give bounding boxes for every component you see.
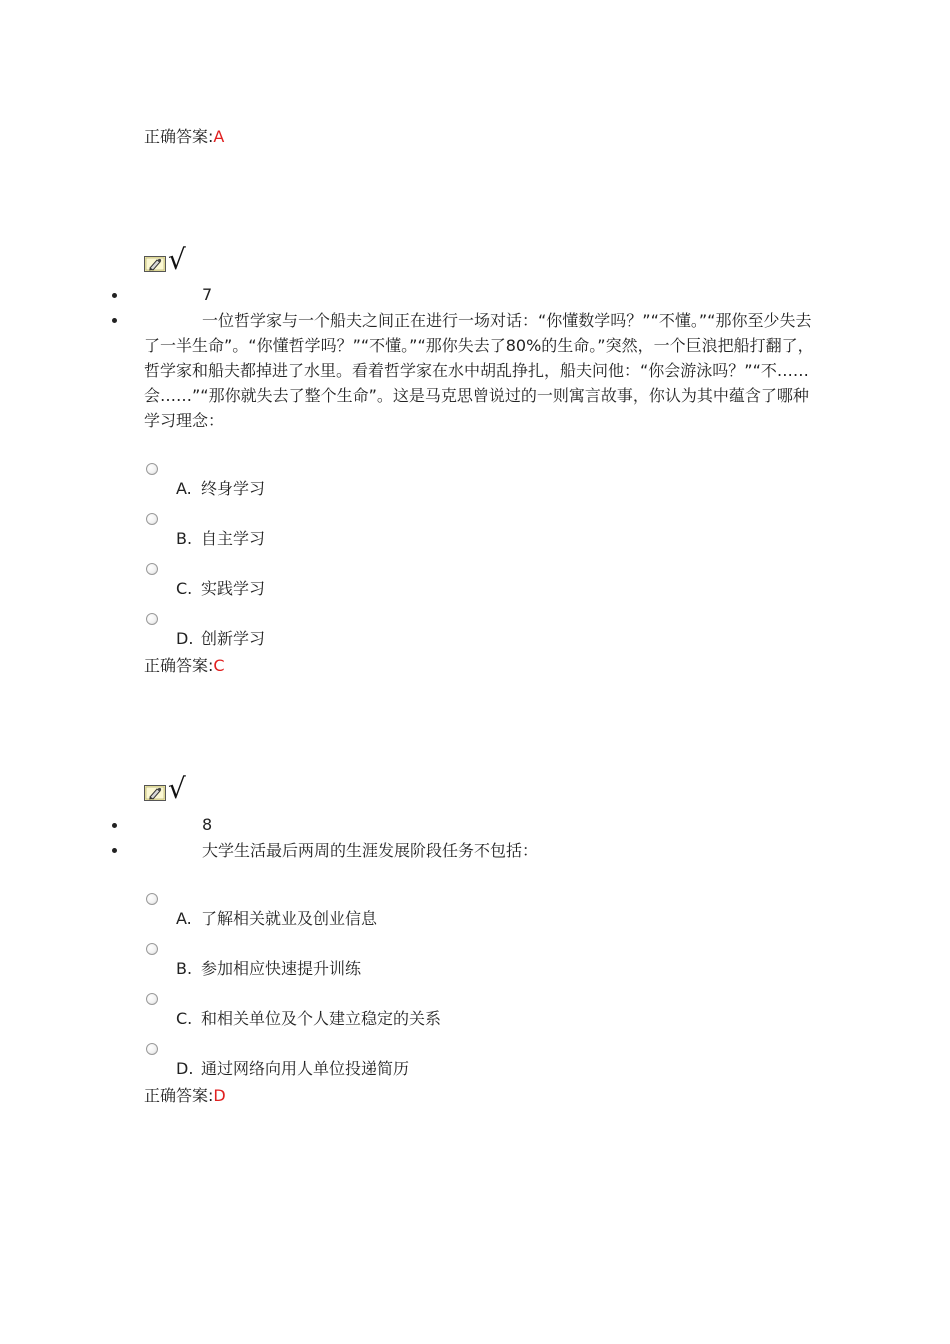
radio-button[interactable] <box>146 513 158 525</box>
option-text: 参加相应快速提升训练 <box>201 959 362 978</box>
radio-button[interactable] <box>146 943 158 955</box>
answer-letter: A <box>213 127 225 146</box>
radio-button[interactable] <box>146 563 158 575</box>
correct-check-mark: √ <box>168 772 186 805</box>
option-text: 终身学习 <box>201 479 266 498</box>
answer-letter: C <box>213 656 225 675</box>
correct-answer-line <box>144 127 224 147</box>
bullet-dot <box>112 823 117 828</box>
option-c[interactable] <box>144 993 544 1033</box>
correct-answer-line <box>144 1086 226 1106</box>
correct-answer-line <box>144 656 225 676</box>
bullet-dot <box>112 293 117 298</box>
option-a[interactable] <box>144 463 544 503</box>
radio-button[interactable] <box>146 1043 158 1055</box>
option-text: 自主学习 <box>201 529 266 548</box>
question-7-mark <box>144 244 186 274</box>
option-letter: C. <box>176 1009 193 1028</box>
answer-letter: D <box>213 1086 226 1105</box>
radio-button[interactable] <box>146 993 158 1005</box>
option-text: 和相关单位及个人建立稳定的关系 <box>201 1009 442 1028</box>
answer-label: 正确答案: <box>144 1086 214 1105</box>
option-text: 了解相关就业及创业信息 <box>201 909 378 928</box>
option-letter: D. <box>176 629 194 648</box>
bullet-dot <box>112 848 117 853</box>
answer-label: 正确答案: <box>144 127 214 146</box>
radio-button[interactable] <box>146 463 158 475</box>
option-c[interactable] <box>144 563 544 603</box>
correct-check-mark: √ <box>168 243 186 276</box>
option-text: 实践学习 <box>201 579 266 598</box>
option-a[interactable] <box>144 893 544 933</box>
option-b[interactable] <box>144 513 544 553</box>
option-text: 创新学习 <box>201 629 266 648</box>
question-8-mark <box>144 773 186 803</box>
question-text: 一位哲学家与一个船夫之间正在进行一场对话：“你懂数学吗？”“不懂。”“那你至少失去了一半生命”。“你懂哲学吗？”“不懂。”“那你失去了80%的生命。”突然，一个巨浪把船打翻了，哲学家和船夫都掉进了水里。看着哲学家在水中胡乱挣扎，船夫问他：“你会游泳吗？”“不……会……”“那你就失去了整个生命”。这是马克思曾说过的一则寓言故事，你认为其中蕴含了哪种学习理念： <box>144 311 814 430</box>
option-b[interactable] <box>144 943 544 983</box>
question-text: 大学生活最后两周的生涯发展阶段任务不包括： <box>202 841 539 860</box>
option-letter: A. <box>176 909 192 928</box>
note-edit-icon <box>144 785 166 801</box>
option-letter: B. <box>176 959 193 978</box>
option-text: 通过网络向用人单位投递简历 <box>201 1059 410 1078</box>
option-letter: B. <box>176 529 193 548</box>
question-number: 7 <box>202 285 213 304</box>
question-number: 8 <box>202 815 213 834</box>
option-letter: C. <box>176 579 193 598</box>
option-letter: D. <box>176 1059 194 1078</box>
answer-label: 正确答案: <box>144 656 214 675</box>
option-d[interactable] <box>144 613 544 653</box>
bullet-dot <box>112 318 117 323</box>
option-d[interactable] <box>144 1043 544 1083</box>
note-edit-icon <box>144 256 166 272</box>
option-letter: A. <box>176 479 192 498</box>
radio-button[interactable] <box>146 893 158 905</box>
radio-button[interactable] <box>146 613 158 625</box>
